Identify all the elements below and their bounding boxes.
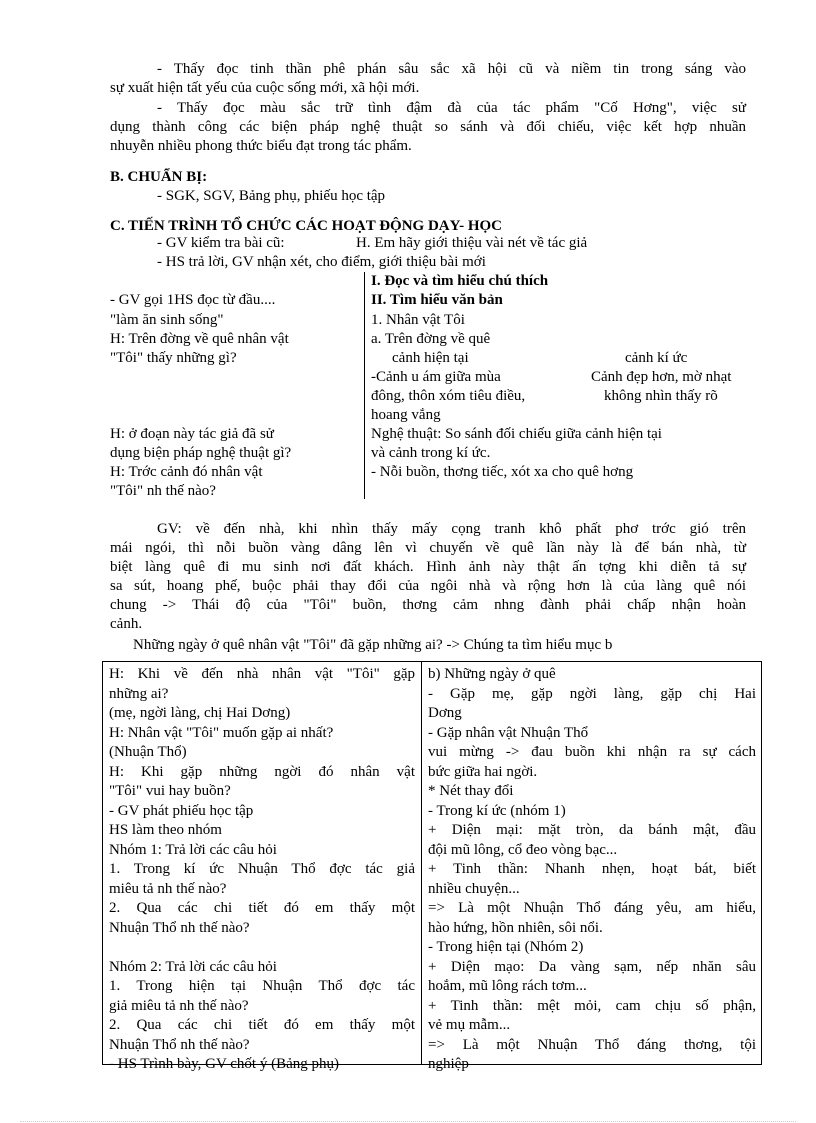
table-right-line: vẻ mụ mẫm...	[428, 1017, 511, 1033]
table-right-line: b) Những ngày ở quê	[428, 666, 556, 682]
left-line-3: H: Trên đờng về quê nhân vật	[110, 331, 289, 347]
table-left-line: (mẹ, ngời làng, chị Hai Dơng)	[109, 705, 291, 721]
table-left-line: Nhóm 2: Trả lời các câu hỏi	[109, 958, 277, 975]
table-right-line: vui mừng -> đau buồn khi nhận ra sự cách	[428, 744, 756, 760]
right-compare-3: hoang vắng	[371, 407, 441, 423]
table-right-line: + Diện mại: mặt tròn, da bánh mật, đầu	[428, 822, 756, 838]
table-right-line: * Nét thay đổi	[428, 783, 514, 799]
intro-p2-line2: dụng thành công các biện pháp nghệ thuật so sánh và đối chiếu, việc kết hợp nhuần	[110, 119, 746, 135]
table-left-line: miêu tả nh thế nào?	[109, 880, 227, 897]
table-right-line: - Trong kí ức (nhóm 1)	[428, 802, 566, 819]
table-left-line: giả miêu tả nh thế nào?	[109, 997, 249, 1014]
right-heading-2: II. Tìm hiểu văn bản	[371, 292, 503, 308]
activity-table	[102, 661, 762, 1072]
table-column-divider	[421, 662, 422, 1064]
section-b-item: - SGK, SGV, Bảng phụ, phiếu học tập	[157, 188, 386, 204]
gv-para-line2: mái ngói, thì nỗi buồn vàng dâng lên vì chuyến về quê lần này là để bán nhà, từ	[110, 540, 746, 556]
table-left-line: - HS Trình bày, GV chốt ý (Bảng phụ)	[109, 1056, 340, 1072]
table-left-line: Nhuận Thổ nh thế nào?	[109, 919, 250, 936]
table-left-line: 2. Qua các chi tiết đó em thấy một	[109, 900, 415, 916]
gv-para-line5: chung -> Thái độ của "Tôi" buồn, thơng cảm nhng đành phải chấp nhận hoàn	[110, 597, 746, 613]
table-right-line: đội mũ lông, cổ đeo vòng bạc...	[428, 841, 618, 858]
right-heading-1: I. Đọc và tìm hiểu chú thích	[371, 273, 549, 289]
table-left-line: H: Nhân vật "Tôi" muốn gặp ai nhất?	[109, 724, 334, 741]
page-bottom-rule	[20, 1121, 796, 1122]
table-right-line: - Gặp mẹ, gặp ngời làng, gặp chị Hai	[428, 685, 756, 702]
right-compare-1a: -Cảnh u ám giữa mùa	[371, 369, 501, 385]
right-compare-2b: không nhìn thấy rõ	[604, 388, 718, 404]
table-right-line: => Là một Nhuận Thổ đáng yêu, am hiểu,	[428, 900, 756, 916]
section-c-heading: C. TIẾN TRÌNH TỔ CHỨC CÁC HOẠT ĐỘNG DẠY- HỌC	[110, 218, 502, 234]
gv-para-line3: biệt làng quê đi mu sinh nơi đất khách. Hình ảnh này thật ấn tợng khi diễn tả sự	[110, 559, 746, 575]
table-right-line: => Là một Nhuận Thổ đáng thơng, tội	[428, 1036, 756, 1053]
table-right-line: + Tinh thần: mệt mỏi, cam chịu số phận,	[428, 997, 756, 1014]
left-line-4: "Tôi" thấy những gì?	[110, 350, 237, 366]
right-item-a: a. Trên đờng về quê	[371, 331, 491, 347]
table-left-line: (Nhuận Thổ)	[109, 744, 187, 760]
table-right-line: Dơng	[428, 705, 462, 721]
right-art-line2: và cảnh trong kí ức.	[371, 445, 491, 461]
left-line-2: "làm ăn sinh sống"	[110, 312, 224, 328]
right-compare-2a: đông, thôn xóm tiêu điều,	[371, 388, 526, 404]
table-right-line: hoắm, mũ lông rách tơm...	[428, 978, 587, 994]
table-left-line: "Tôi" vui hay buồn?	[109, 783, 231, 799]
table-right-line: + Tinh thần: Nhanh nhẹn, hoạt bát, biết	[428, 861, 756, 877]
left-line-7: H: Trớc cảnh đó nhân vật	[110, 464, 263, 480]
table-left-line: Nhuận Thổ nh thế nào?	[109, 1036, 250, 1053]
left-line-5: H: ở đoạn này tác giả đã sử	[110, 426, 274, 442]
right-feeling: - Nỗi buồn, thơng tiếc, xót xa cho quê hơng	[371, 464, 634, 480]
table-right-line: nghiệp	[428, 1056, 469, 1072]
intro-p1-line2: sự xuất hiện tất yếu của cuộc sống mới, xã hội mới.	[110, 80, 420, 96]
table-left-line	[109, 938, 415, 958]
table-left-line: 2. Qua các chi tiết đó em thấy một	[109, 1017, 415, 1033]
section-c-line2: - HS trả lời, GV nhận xét, cho điểm, giới thiệu bài mới	[157, 254, 486, 270]
intro-p1-line1: - Thấy đọc tinh thần phê phán sâu sắc xã hội cũ và niềm tin trong sáng vào	[157, 61, 746, 77]
section-c-line1-a: - GV kiểm tra bài cũ:	[157, 235, 285, 251]
table-right-line: - Gặp nhân vật Nhuận Thổ	[428, 724, 589, 741]
section-b-heading: B. CHUẨN BỊ:	[110, 169, 208, 185]
table-left-line: 1. Trong kí ức Nhuận Thổ đợc tác giả	[109, 861, 415, 877]
intro-p2-line3: nhuyễn nhiều phong thức biểu đạt trong tác phẩm.	[110, 138, 412, 154]
table-left-cell	[109, 665, 415, 1075]
right-compare-1b: Cảnh đẹp hơn, mờ nhạt	[591, 369, 732, 385]
gv-para-line6: cảnh.	[110, 616, 143, 632]
table-left-line: 1. Trong hiện tại Nhuận Thổ đợc tác	[109, 978, 415, 994]
table-left-line: - GV phát phiếu học tập	[109, 802, 254, 819]
gv-para-line1: GV: về đến nhà, khi nhìn thấy mấy cọng tranh khô phất phơ trớc gió trên	[157, 521, 746, 537]
left-line-8: "Tôi" nh thế nào?	[110, 483, 216, 499]
section-c-line1-b: H. Em hãy giới thiệu vài nét về tác giả	[356, 235, 588, 251]
table-right-line: - Trong hiện tại (Nhóm 2)	[428, 939, 584, 955]
intro-p2-line1: - Thấy đọc màu sắc trữ tình đậm đà của tác phẩm "Cố Hơng", việc sử	[157, 100, 746, 116]
table-right-line: hào hứng, hồn nhiên, sôi nổi.	[428, 919, 603, 936]
right-present-label: cảnh hiện tại	[392, 350, 469, 366]
table-left-line: H: Khi gặp những ngời đó nhân vật	[109, 763, 415, 780]
table-right-cell	[428, 665, 756, 1075]
right-memory-label: cảnh kí ức	[625, 350, 688, 366]
gv-para-line4: sa sút, hoang phế, buộc phải thay đổi của ngôi nhà và rộng hơn là của làng quê nói	[110, 578, 746, 594]
table-left-line: Nhóm 1: Trả lời các câu hỏi	[109, 841, 277, 858]
right-item-1: 1. Nhân vật Tôi	[371, 312, 465, 328]
left-line-1: - GV gọi 1HS đọc từ đầu....	[110, 292, 276, 308]
gv-para-line7: Những ngày ở quê nhân vật "Tôi" đã gặp những ai? -> Chúng ta tìm hiểu mục b	[133, 637, 613, 653]
table-right-line: nhiều chuyện...	[428, 880, 520, 897]
table-left-line: H: Khi về đến nhà nhân vật "Tôi" gặp	[109, 666, 415, 682]
table-left-line: những ai?	[109, 685, 169, 702]
table-right-line: bức giữa hai ngời.	[428, 763, 538, 780]
table-right-line: + Diện mạo: Da vàng sạm, nếp nhăn sâu	[428, 958, 756, 975]
right-art-line1: Nghệ thuật: So sánh đối chiếu giữa cảnh hiện tại	[371, 426, 662, 442]
left-line-6: dụng biện pháp nghệ thuật gì?	[110, 445, 292, 461]
column-divider	[364, 272, 365, 499]
table-left-line: HS làm theo nhóm	[109, 822, 222, 838]
